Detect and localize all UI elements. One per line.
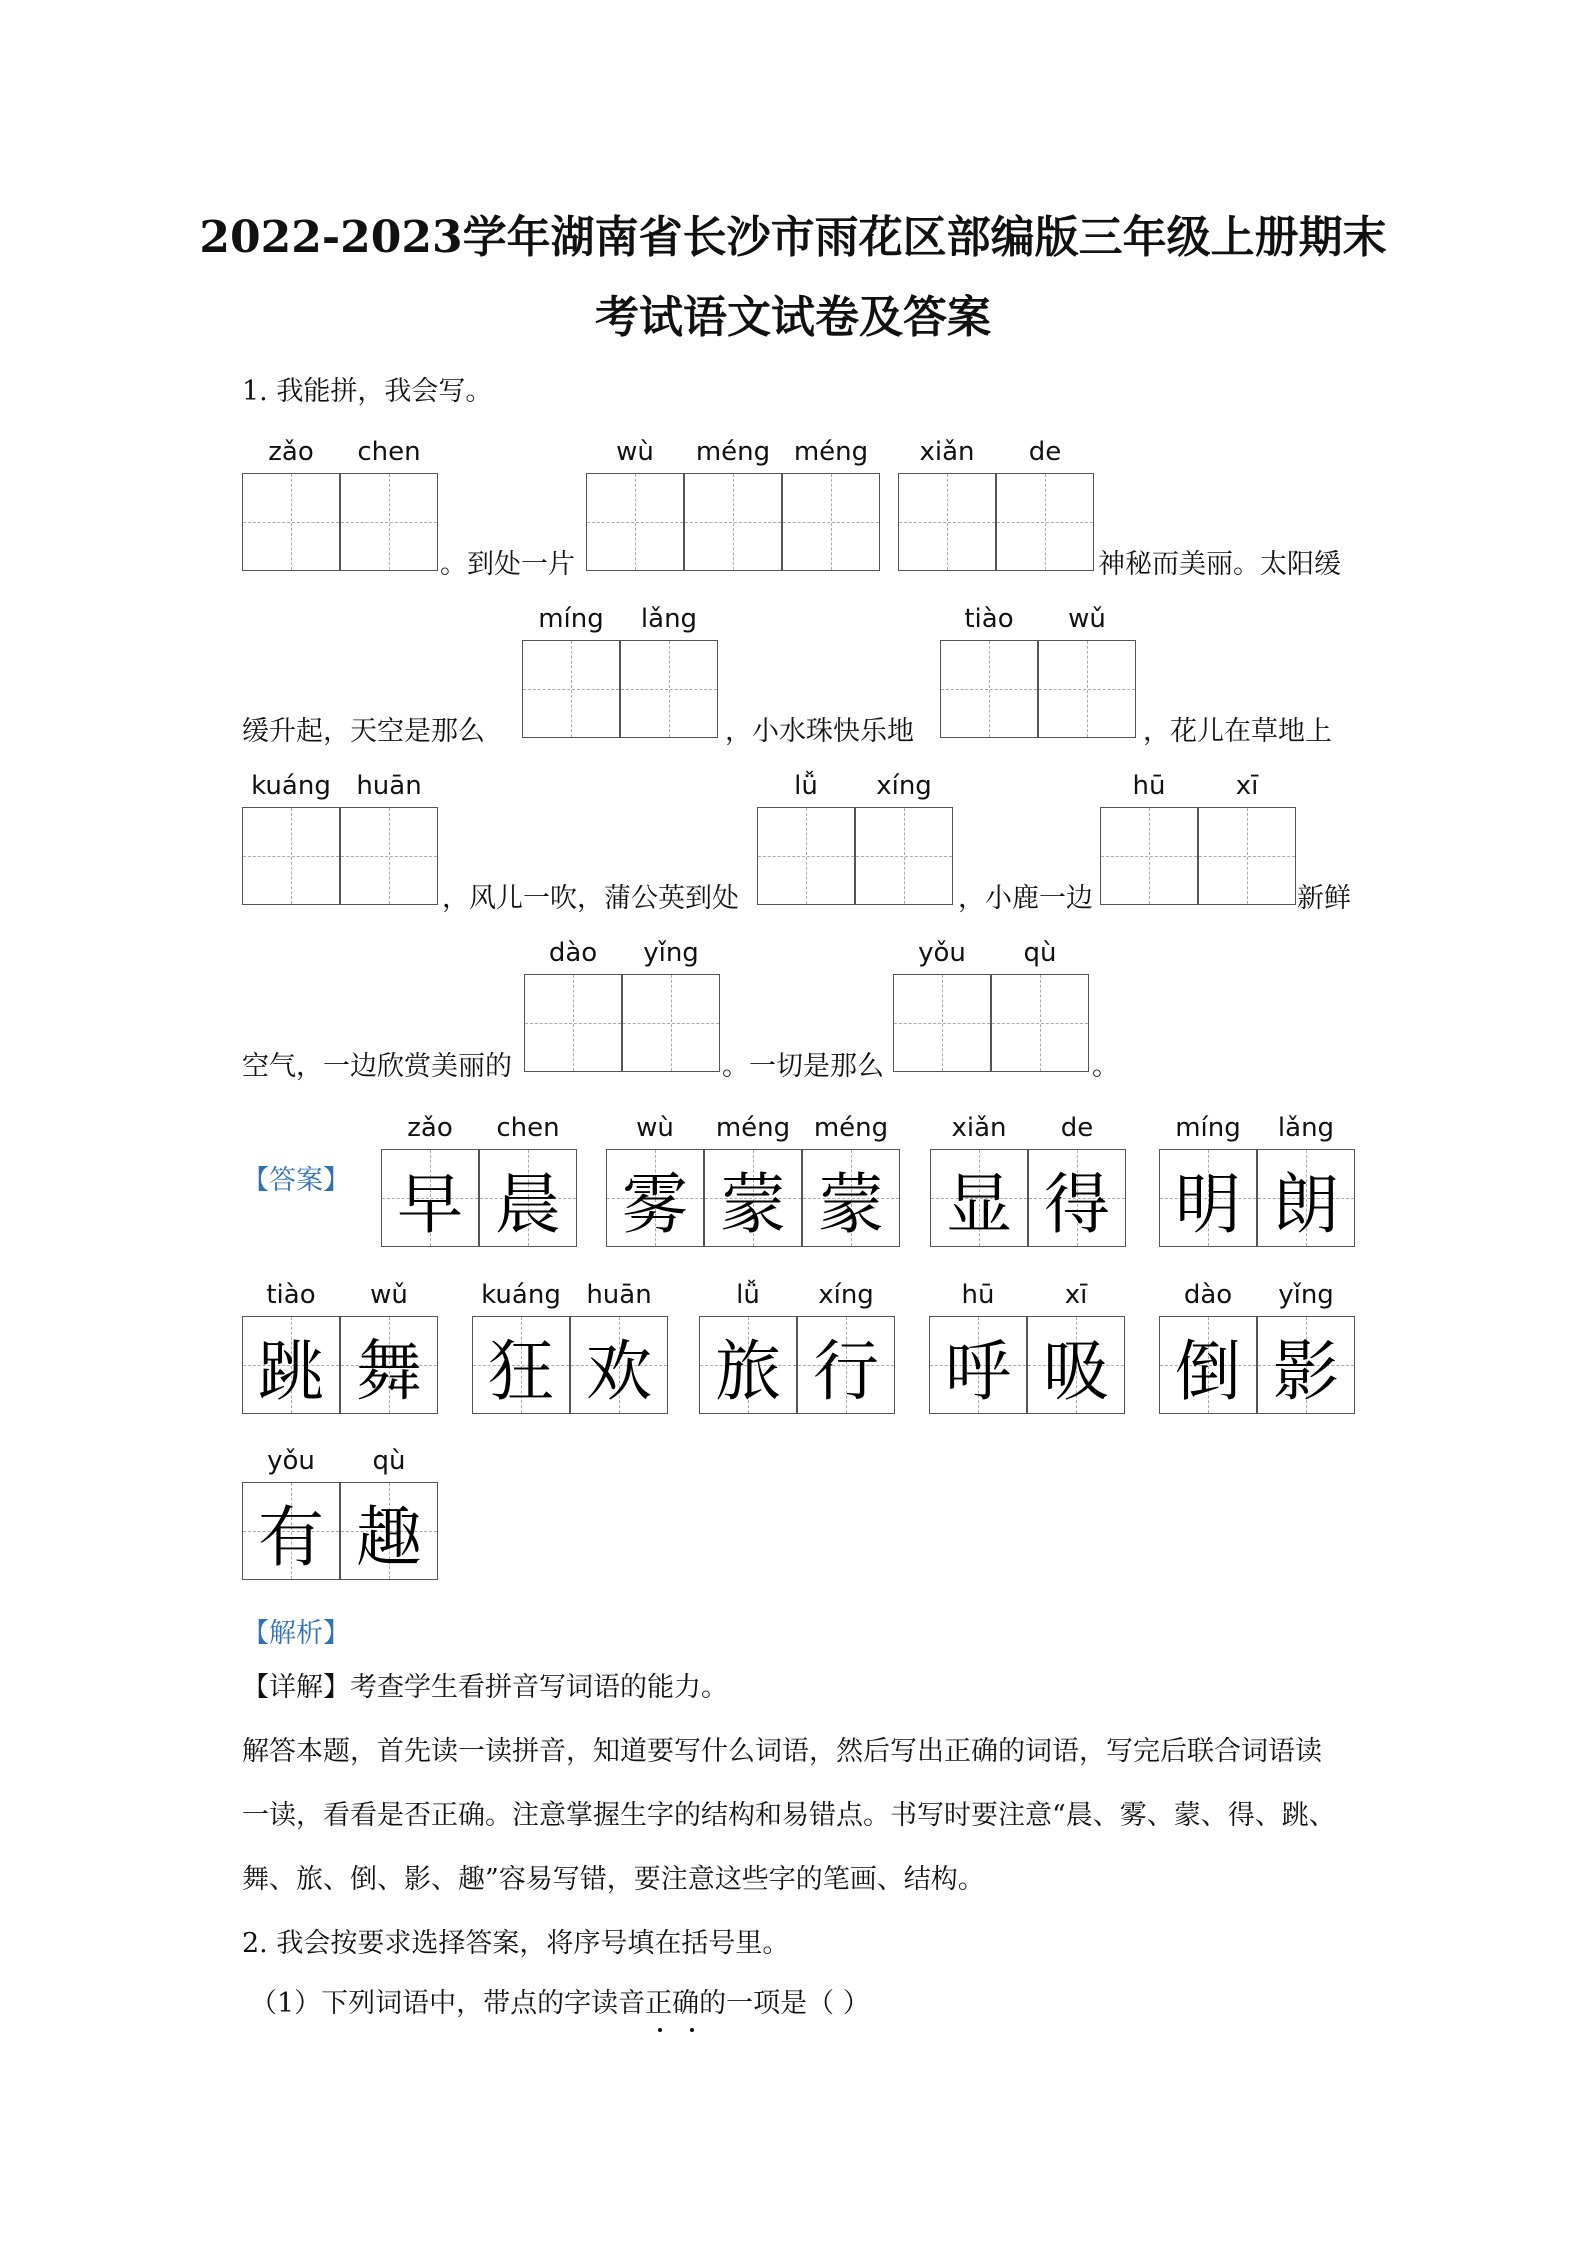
explanation-line: 舞、旅、倒、影、趣”容易写错，要注意这些字的笔画、结构。	[242, 1864, 985, 1895]
sentence-segment: 。	[1092, 1051, 1119, 1082]
answer-character: 显	[946, 1165, 1012, 1243]
detail-text: 【详解】考查学生看拼音写词语的能力。	[242, 1672, 728, 1703]
pinyin-label: hū	[961, 1280, 995, 1310]
pinyin-label: zǎo	[268, 437, 314, 467]
writing-grid-cell[interactable]	[1038, 640, 1136, 738]
answer-label: 【答案】	[242, 1165, 350, 1196]
answer-character: 蒙	[818, 1165, 884, 1243]
answer-character-cell	[340, 1316, 438, 1414]
answer-character: 行	[813, 1332, 879, 1410]
writing-grid-cell[interactable]	[340, 473, 438, 571]
sentence-segment: 新鲜	[1297, 883, 1351, 914]
writing-grid-cell[interactable]	[996, 473, 1094, 571]
pinyin-label: chen	[357, 437, 421, 467]
pinyin-label: míng	[538, 604, 604, 634]
answer-character-cell	[479, 1149, 577, 1247]
answer-character-cell	[699, 1316, 797, 1414]
answer-character: 舞	[356, 1332, 422, 1410]
writing-grid-cell[interactable]	[1100, 807, 1198, 905]
answer-character-cell	[570, 1316, 668, 1414]
sentence-segment: ，风儿一吹，蒲公英到处	[442, 883, 739, 914]
pinyin-label: xíng	[876, 771, 932, 801]
answer-character-cell	[797, 1316, 895, 1414]
answer-character-cell	[242, 1316, 340, 1414]
pinyin-label: qù	[1023, 938, 1057, 968]
answer-character: 吸	[1043, 1332, 1109, 1410]
pinyin-label: méng	[813, 1113, 889, 1143]
explanation-line: 解答本题，首先读一读拼音，知道要写什么词语，然后写出正确的词语，写完后联合词语读	[242, 1736, 1322, 1767]
pinyin-label: lǚ	[794, 771, 818, 801]
answer-character-cell	[1028, 1149, 1126, 1247]
document-title-line2: 考试语文试卷及答案	[595, 292, 991, 343]
writing-grid-cell[interactable]	[340, 807, 438, 905]
writing-grid-cell[interactable]	[242, 473, 340, 571]
pinyin-label: xī	[1064, 1280, 1088, 1310]
answer-character: 晨	[495, 1165, 561, 1243]
writing-grid-cell[interactable]	[893, 974, 991, 1072]
writing-grid-cell[interactable]	[898, 473, 996, 571]
pinyin-label: tiào	[964, 604, 1014, 634]
pinyin-label: dào	[548, 938, 598, 968]
sentence-segment: 缓升起，天空是那么	[242, 716, 485, 747]
question-1-heading: 1. 我能拼，我会写。	[242, 376, 493, 407]
sentence-segment: ，小鹿一边	[958, 883, 1093, 914]
answer-character-cell	[1159, 1149, 1257, 1247]
writing-grid-cell[interactable]	[940, 640, 1038, 738]
pinyin-label: xiǎn	[951, 1113, 1007, 1143]
pinyin-label: wù	[616, 437, 654, 467]
pinyin-label: lǎng	[1277, 1113, 1335, 1143]
answer-character-cell	[930, 1149, 1028, 1247]
pinyin-label: dào	[1183, 1280, 1233, 1310]
writing-grid-cell[interactable]	[620, 640, 718, 738]
answer-character-cell	[381, 1149, 479, 1247]
pinyin-label: xī	[1235, 771, 1259, 801]
writing-grid-cell[interactable]	[855, 807, 953, 905]
writing-grid-cell[interactable]	[242, 807, 340, 905]
answer-character: 早	[397, 1165, 463, 1243]
explanation-line: 一读，看看是否正确。注意掌握生字的结构和易错点。书写时要注意“晨、雾、蒙、得、跳、	[242, 1800, 1336, 1831]
answer-character-cell	[704, 1149, 802, 1247]
pinyin-label: méng	[695, 437, 771, 467]
pinyin-label: de	[1028, 437, 1062, 467]
answer-character: 雾	[622, 1165, 688, 1243]
sentence-segment: 。一切是那么	[722, 1051, 884, 1082]
answer-character: 明	[1175, 1165, 1241, 1243]
writing-grid-cell[interactable]	[1198, 807, 1296, 905]
answer-character-cell	[606, 1149, 704, 1247]
pinyin-label: yǒu	[918, 938, 966, 968]
pinyin-label: tiào	[266, 1280, 316, 1310]
answer-character-cell	[1257, 1316, 1355, 1414]
answer-character: 朗	[1273, 1165, 1339, 1243]
pinyin-label: kuáng	[481, 1280, 561, 1310]
answer-character: 蒙	[720, 1165, 786, 1243]
sentence-segment: ，花儿在草地上	[1143, 716, 1332, 747]
writing-grid-cell[interactable]	[524, 974, 622, 1072]
pinyin-label: lǚ	[736, 1280, 760, 1310]
answer-character: 得	[1044, 1165, 1110, 1243]
pinyin-label: huān	[356, 771, 422, 801]
pinyin-label: qù	[372, 1446, 406, 1476]
answer-character-cell	[242, 1482, 340, 1580]
answer-character-cell	[802, 1149, 900, 1247]
answer-character: 狂	[488, 1332, 554, 1410]
answer-character-cell	[1027, 1316, 1125, 1414]
pinyin-label: lǎng	[640, 604, 698, 634]
sentence-segment: 。到处一片	[440, 549, 575, 580]
pinyin-label: kuáng	[251, 771, 331, 801]
analysis-label: 【解析】	[242, 1618, 350, 1649]
answer-character: 趣	[356, 1498, 422, 1576]
pinyin-label: méng	[793, 437, 869, 467]
pinyin-label: méng	[715, 1113, 791, 1143]
writing-grid-cell[interactable]	[522, 640, 620, 738]
answer-character: 欢	[586, 1332, 652, 1410]
pinyin-label: yǐng	[1278, 1280, 1334, 1310]
emphasis-dot	[658, 2028, 662, 2032]
pinyin-label: zǎo	[407, 1113, 453, 1143]
pinyin-label: yǒu	[267, 1446, 315, 1476]
writing-grid-cell[interactable]	[782, 473, 880, 571]
writing-grid-cell[interactable]	[684, 473, 782, 571]
writing-grid-cell[interactable]	[757, 807, 855, 905]
pinyin-label: hū	[1132, 771, 1166, 801]
answer-character: 旅	[715, 1332, 781, 1410]
answer-character-cell	[340, 1482, 438, 1580]
pinyin-label: xiǎn	[919, 437, 975, 467]
sentence-segment: 神秘而美丽。太阳缓	[1098, 549, 1341, 580]
pinyin-label: chen	[496, 1113, 560, 1143]
pinyin-label: yǐng	[643, 938, 699, 968]
writing-grid-cell[interactable]	[991, 974, 1089, 1072]
answer-character: 跳	[258, 1332, 324, 1410]
writing-grid-cell[interactable]	[586, 473, 684, 571]
question-2-sub1: （1）下列词语中，带点的字读音正确的一项是（ ）	[250, 1988, 870, 2019]
answer-character-cell	[1159, 1316, 1257, 1414]
answer-character: 有	[258, 1498, 324, 1576]
question-2-heading: 2. 我会按要求选择答案，将序号填在括号里。	[242, 1928, 790, 1959]
pinyin-label: wǔ	[1068, 604, 1106, 634]
answer-character-cell	[472, 1316, 570, 1414]
answer-character: 影	[1273, 1332, 1339, 1410]
sentence-segment: 空气，一边欣赏美丽的	[242, 1051, 512, 1082]
answer-character: 倒	[1175, 1332, 1241, 1410]
answer-character-cell	[1257, 1149, 1355, 1247]
answer-character: 呼	[945, 1332, 1011, 1410]
pinyin-label: wǔ	[370, 1280, 408, 1310]
sentence-segment: ，小水珠快乐地	[725, 716, 914, 747]
writing-grid-cell[interactable]	[622, 974, 720, 1072]
answer-character-cell	[929, 1316, 1027, 1414]
emphasis-dot	[690, 2028, 694, 2032]
pinyin-label: xíng	[818, 1280, 874, 1310]
pinyin-label: huān	[586, 1280, 652, 1310]
pinyin-label: wù	[636, 1113, 674, 1143]
document-title-line1: 2022-2023学年湖南省长沙市雨花区部编版三年级上册期末	[199, 212, 1387, 263]
pinyin-label: míng	[1175, 1113, 1241, 1143]
pinyin-label: de	[1060, 1113, 1094, 1143]
